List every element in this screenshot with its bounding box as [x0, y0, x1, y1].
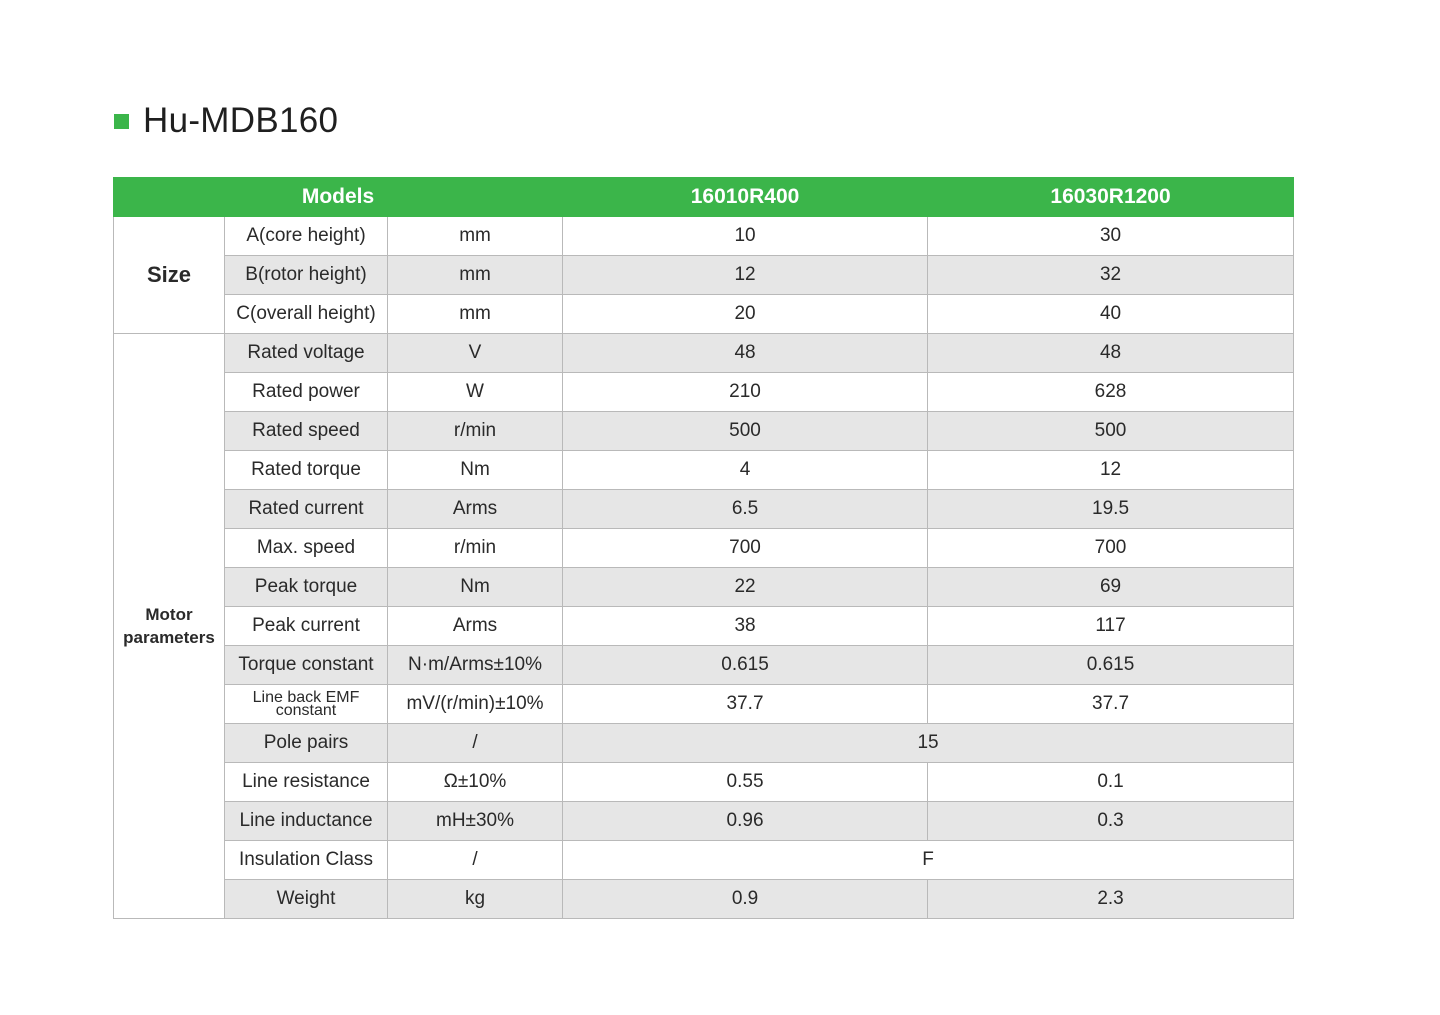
- param-label-line-1: Line back EMF: [252, 689, 360, 706]
- unit-cell: mm: [388, 217, 563, 256]
- param-label: Rated speed: [225, 412, 388, 451]
- unit-cell: mV/(r/min)±10%: [388, 685, 563, 724]
- model-1-header: 16010R400: [563, 178, 928, 217]
- unit-cell: kg: [388, 880, 563, 919]
- value-cell: 10: [563, 217, 928, 256]
- bullet-square-icon: [114, 114, 129, 129]
- param-label: Peak torque: [225, 568, 388, 607]
- unit-cell: Ω±10%: [388, 763, 563, 802]
- table-row: [114, 295, 1294, 334]
- value-cell: 628: [928, 373, 1294, 412]
- model-2-header: 16030R1200: [928, 178, 1294, 217]
- value-cell: 0.1: [928, 763, 1294, 802]
- value-cell: 6.5: [563, 490, 928, 529]
- value-cell: 19.5: [928, 490, 1294, 529]
- param-label: A(core height): [225, 217, 388, 256]
- motor-parameters-group-label: [114, 334, 225, 919]
- value-cell: 0.96: [563, 802, 928, 841]
- unit-cell: r/min: [388, 412, 563, 451]
- page-title: Hu-MDB160: [143, 101, 339, 140]
- param-label: Torque constant: [225, 646, 388, 685]
- merged-value-cell: F: [563, 841, 1294, 880]
- param-label: Rated voltage: [225, 334, 388, 373]
- value-cell: 20: [563, 295, 928, 334]
- value-cell: 117: [928, 607, 1294, 646]
- table-row: [114, 256, 1294, 295]
- param-label: Line resistance: [225, 763, 388, 802]
- unit-cell: Arms: [388, 607, 563, 646]
- table-row: [114, 217, 1294, 256]
- value-cell: 0.9: [563, 880, 928, 919]
- value-cell: 2.3: [928, 880, 1294, 919]
- param-label: Rated current: [225, 490, 388, 529]
- value-cell: 0.3: [928, 802, 1294, 841]
- param-label: Rated torque: [225, 451, 388, 490]
- value-cell: 12: [928, 451, 1294, 490]
- value-cell: 500: [928, 412, 1294, 451]
- value-cell: 32: [928, 256, 1294, 295]
- value-cell: 4: [563, 451, 928, 490]
- table-row: [114, 841, 1294, 880]
- table-row: [114, 763, 1294, 802]
- value-cell: 37.7: [928, 685, 1294, 724]
- table-header-row: [114, 178, 1294, 217]
- value-cell: 69: [928, 568, 1294, 607]
- merged-value-cell: 15: [563, 724, 1294, 763]
- value-cell: 12: [563, 256, 928, 295]
- table-row: [114, 607, 1294, 646]
- table-row: [114, 880, 1294, 919]
- value-cell: 0.55: [563, 763, 928, 802]
- param-label: Line inductance: [225, 802, 388, 841]
- table-row: [114, 724, 1294, 763]
- table-row: [114, 685, 1294, 724]
- value-cell: 500: [563, 412, 928, 451]
- value-cell: 48: [928, 334, 1294, 373]
- value-cell: 48: [563, 334, 928, 373]
- unit-cell: mm: [388, 295, 563, 334]
- motor-group-line-2: parameters: [123, 628, 215, 647]
- value-cell: 210: [563, 373, 928, 412]
- unit-cell: /: [388, 841, 563, 880]
- page-title-block: [114, 98, 338, 144]
- motor-group-line-1: Motor: [145, 605, 193, 624]
- param-label: Peak current: [225, 607, 388, 646]
- param-label-line-2: constant: [275, 702, 337, 719]
- unit-cell: r/min: [388, 529, 563, 568]
- size-group-label: Size: [114, 217, 225, 334]
- param-label: C(overall height): [225, 295, 388, 334]
- table-row: [114, 802, 1294, 841]
- table-row: [114, 451, 1294, 490]
- unit-cell: Nm: [388, 451, 563, 490]
- param-label: B(rotor height): [225, 256, 388, 295]
- unit-cell: W: [388, 373, 563, 412]
- value-cell: 37.7: [563, 685, 928, 724]
- unit-cell: mH±30%: [388, 802, 563, 841]
- unit-cell: mm: [388, 256, 563, 295]
- table-row: [114, 529, 1294, 568]
- unit-cell: Arms: [388, 490, 563, 529]
- param-label: Insulation Class: [225, 841, 388, 880]
- table-row: [114, 646, 1294, 685]
- param-label: Max. speed: [225, 529, 388, 568]
- value-cell: 30: [928, 217, 1294, 256]
- unit-cell: Nm: [388, 568, 563, 607]
- param-label: Rated power: [225, 373, 388, 412]
- unit-cell: V: [388, 334, 563, 373]
- table-row: [114, 490, 1294, 529]
- unit-cell: /: [388, 724, 563, 763]
- value-cell: 700: [928, 529, 1294, 568]
- unit-cell: N·m/Arms±10%: [388, 646, 563, 685]
- value-cell: 700: [563, 529, 928, 568]
- value-cell: 38: [563, 607, 928, 646]
- value-cell: 40: [928, 295, 1294, 334]
- param-label: Weight: [225, 880, 388, 919]
- spec-table: [113, 177, 1294, 919]
- table-row: [114, 412, 1294, 451]
- value-cell: 0.615: [928, 646, 1294, 685]
- table-row: [114, 568, 1294, 607]
- value-cell: 22: [563, 568, 928, 607]
- table-row: [114, 334, 1294, 373]
- models-header: Models: [114, 178, 563, 217]
- param-label: Pole pairs: [225, 724, 388, 763]
- table-row: [114, 373, 1294, 412]
- value-cell: 0.615: [563, 646, 928, 685]
- param-label-two-line: [225, 685, 388, 724]
